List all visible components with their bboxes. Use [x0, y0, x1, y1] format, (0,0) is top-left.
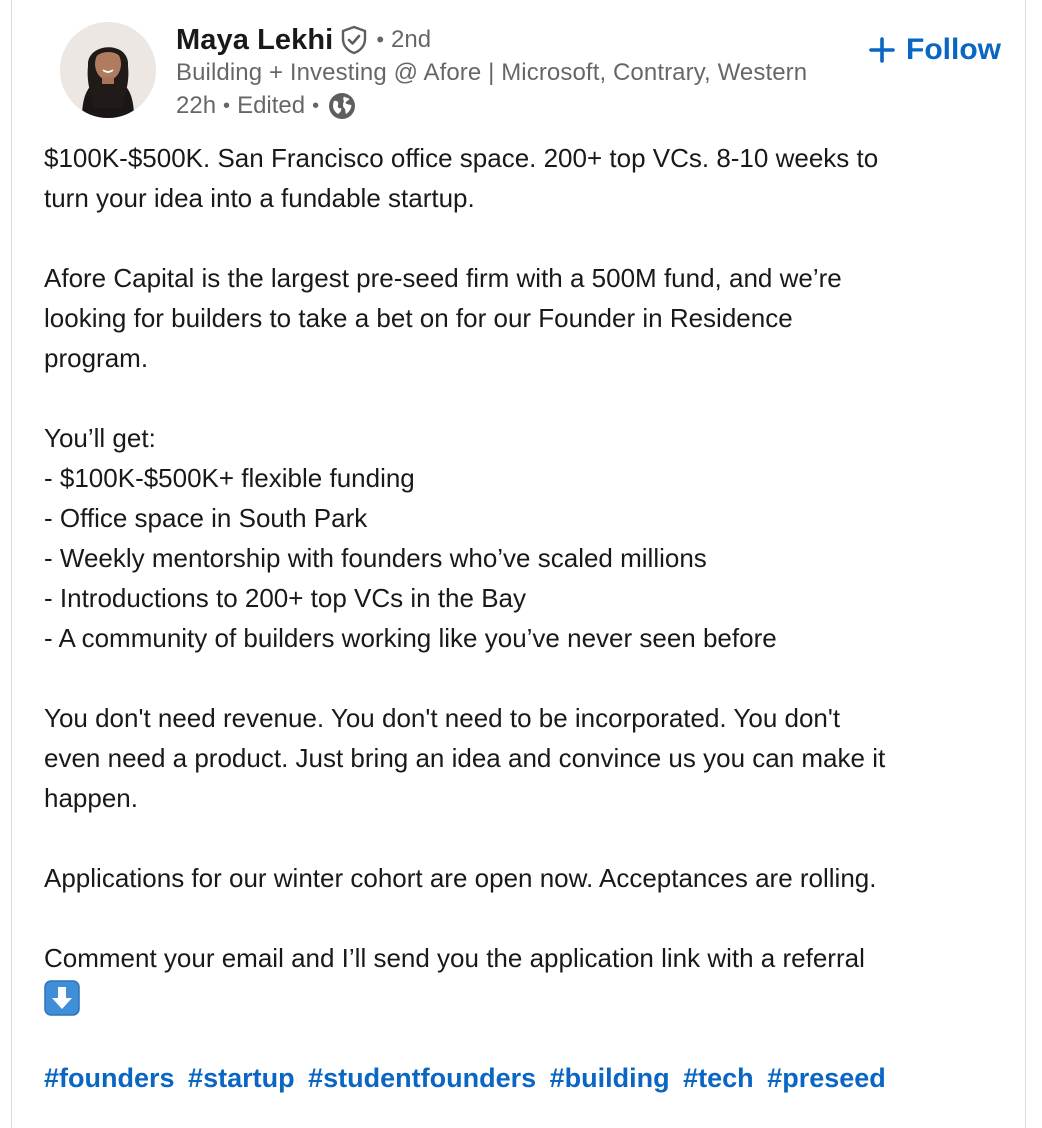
- hashtag-link[interactable]: #tech: [683, 1063, 754, 1093]
- hashtag-row: [44, 1058, 892, 1098]
- post-paragraph: [44, 258, 1004, 378]
- verified-shield-icon: [340, 25, 368, 55]
- author-row: [176, 22, 431, 58]
- post-paragraph: [44, 138, 1004, 218]
- post-line: Afore Capital is the largest pre-seed firm with a 500M fund, and we’re: [44, 263, 842, 293]
- post-line: $100K-$500K. San Francisco office space. 200+ top VCs. 8-10 weeks to: [44, 143, 879, 173]
- profile-photo: [60, 22, 156, 118]
- degree-separator: •: [376, 27, 385, 52]
- edited-label: Edited: [237, 92, 306, 119]
- hashtag-link[interactable]: #preseed: [767, 1063, 886, 1093]
- post-text: [44, 138, 1004, 1018]
- author-headline: Building + Investing @ Afore | Microsoft, Contrary, Western: [176, 59, 808, 86]
- follow-label: Follow: [906, 33, 1001, 66]
- hashtag-link[interactable]: #building: [549, 1063, 670, 1093]
- post-paragraph: [44, 858, 1004, 898]
- list-item: - Introductions to 200+ top VCs in the Bay: [44, 583, 527, 613]
- meta-separator: •: [312, 94, 320, 117]
- author-name[interactable]: Maya Lekhi: [176, 23, 334, 56]
- post-time: 22h: [176, 92, 217, 119]
- post-line-emoji: [44, 978, 1004, 1018]
- post-line: turn your idea into a fundable startup.: [44, 183, 475, 213]
- post-line: even need a product. Just bring an idea and convince us you can make it: [44, 743, 886, 773]
- hashtag-link[interactable]: #studentfounders: [308, 1063, 537, 1093]
- post-line: happen.: [44, 783, 138, 813]
- post-line: program.: [44, 343, 149, 373]
- connection-degree: 2nd: [391, 26, 432, 53]
- list-item: - A community of builders working like you’ve never seen before: [44, 623, 777, 653]
- list-item: - Office space in South Park: [44, 503, 368, 533]
- post-line: looking for builders to take a bet on for our Founder in Residence: [44, 303, 793, 333]
- post-paragraph: [44, 938, 1004, 1018]
- plus-icon: [868, 36, 896, 64]
- avatar[interactable]: [60, 22, 156, 118]
- list-item: - Weekly mentorship with founders who’ve scaled millions: [44, 543, 707, 573]
- down-arrow-icon: [44, 980, 80, 1016]
- post-line: Applications for our winter cohort are open now. Acceptances are rolling.: [44, 863, 877, 893]
- hashtag-link[interactable]: #founders: [44, 1063, 175, 1093]
- globe-icon: [328, 92, 356, 120]
- meta-separator: •: [223, 94, 231, 117]
- list-intro: You’ll get:: [44, 423, 156, 453]
- benefits-list: [44, 418, 1004, 658]
- post-paragraph: [44, 698, 1004, 818]
- post-line: You don't need revenue. You don't need to be incorporated. You don't: [44, 703, 841, 733]
- follow-button[interactable]: [868, 28, 1001, 72]
- post-line: Comment your email and I’ll send you the application link with a referral: [44, 943, 865, 973]
- post-meta: [176, 91, 356, 121]
- list-item: - $100K-$500K+ flexible funding: [44, 463, 415, 493]
- hashtag-link[interactable]: #startup: [188, 1063, 295, 1093]
